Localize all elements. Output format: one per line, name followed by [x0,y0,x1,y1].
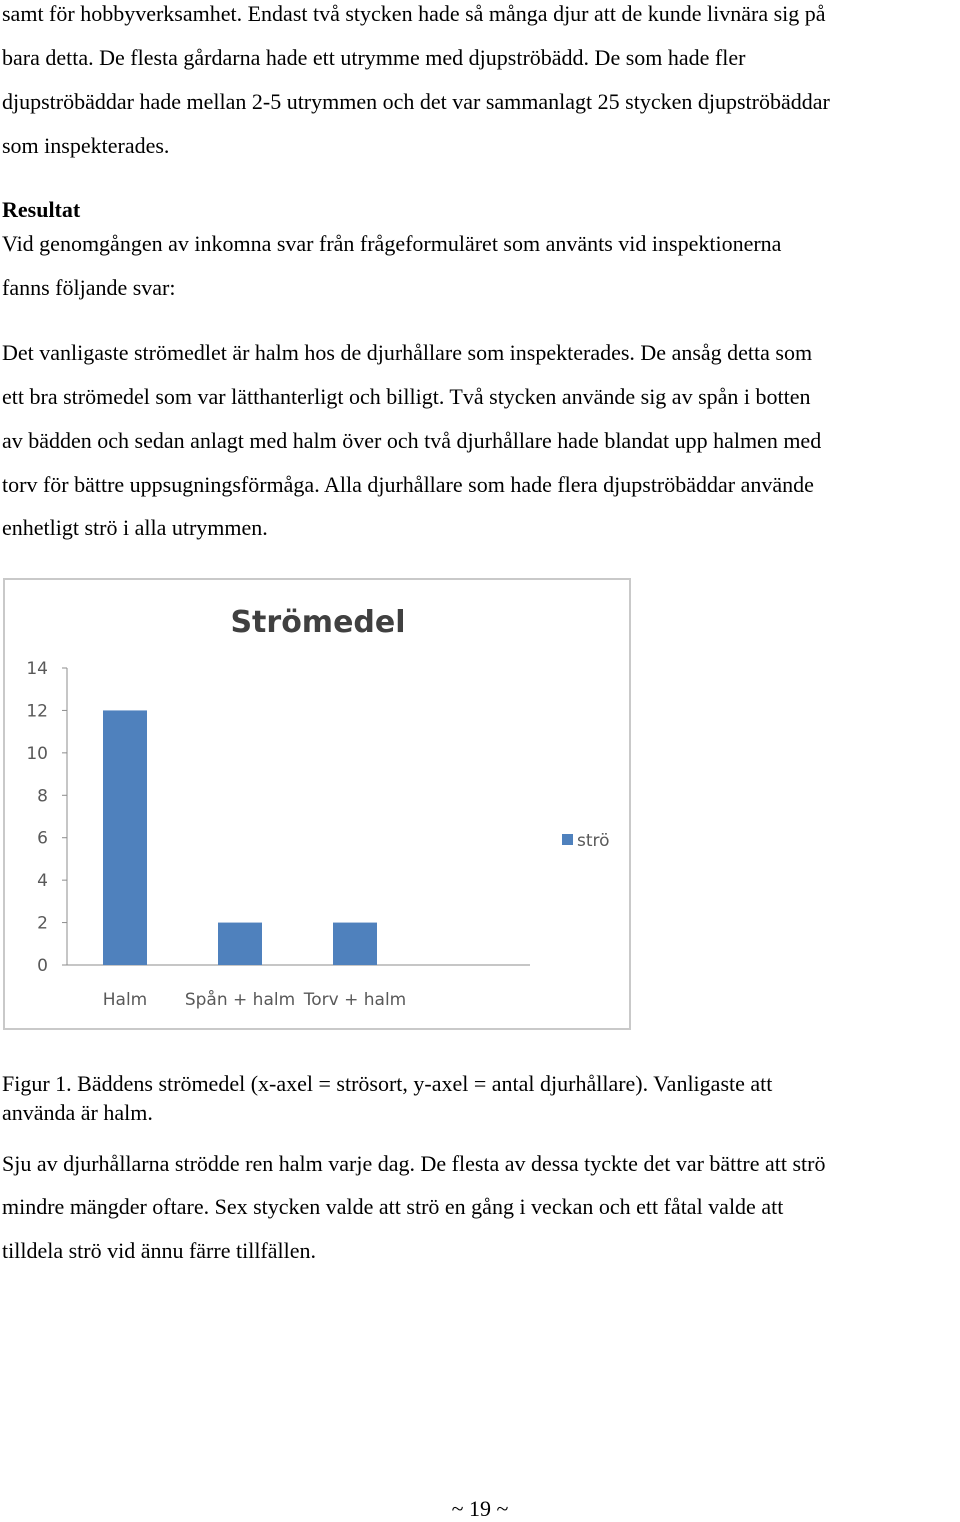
y-tick-label: 10 [26,743,48,764]
y-tick-label: 12 [26,701,48,722]
text-line: Det vanligaste strömedlet är halm hos de djurhållare som inspekterades. De ansåg detta som [2,340,813,365]
y-tick-label: 6 [37,828,48,849]
text-line: Sju av djurhållarna strödde ren halm varje dag. De flesta av dessa tyckte det var bättre att strö [2,1151,826,1176]
y-tick-label: 4 [37,871,48,892]
x-tick-label: Torv + halm [303,990,407,1010]
y-tick-label: 14 [26,659,48,679]
bar [218,923,262,965]
legend-swatch [562,834,573,845]
y-tick-label: 0 [37,956,48,976]
text-line: som inspekterades. [2,133,170,158]
legend-label: strö [577,831,610,851]
caption-line: använda är halm. [2,1100,153,1125]
y-tick-label: 2 [37,913,48,934]
bar [333,923,377,965]
bar-chart [5,580,633,1032]
text-line: bara detta. De flesta gårdarna hade ett utrymme med djupströbädd. De som hade fler [2,45,746,70]
bar [103,710,147,965]
text-line: tilldela strö vid ännu färre tillfällen. [2,1238,317,1263]
y-tick-label: 8 [37,786,48,807]
x-tick-label: Spån + halm [184,990,296,1010]
section-heading: Resultat [2,197,81,222]
page-number: ~ 19 ~ [451,1496,509,1521]
text-line: fanns följande svar: [2,275,176,300]
x-tick-label: Halm [102,990,148,1010]
text-line: mindre mängder oftare. Sex stycken valde att strö en gång i veckan och ett fåtal valde att [2,1194,784,1219]
text-line: Vid genomgången av inkomna svar från frågeformuläret som använts vid inspektionerna [2,231,782,256]
chart-title: Strömedel [230,605,406,640]
text-line: samt för hobbyverksamhet. Endast två stycken hade så många djur att de kunde livnära sig på [2,1,826,26]
caption-line: Figur 1. Bäddens strömedel (x-axel = strösort, y-axel = antal djurhållare). Vanligaste att [2,1071,773,1096]
text-line: torv för bättre uppsugningsförmåga. Alla djurhållare som hade flera djupströbäddar använde [2,472,814,497]
text-line: av bädden och sedan anlagt med halm över och två djurhållare hade blandat upp halmen med [2,428,822,453]
text-line: ett bra strömedel som var lätthanterligt och billigt. Två stycken använde sig av spån i botten [2,384,811,409]
chart-figure [3,578,631,1030]
text-line: djupströbäddar hade mellan 2-5 utrymmen och det var sammanlagt 25 stycken djupströbäddar [2,89,830,114]
text-line: enhetligt strö i alla utrymmen. [2,515,268,540]
